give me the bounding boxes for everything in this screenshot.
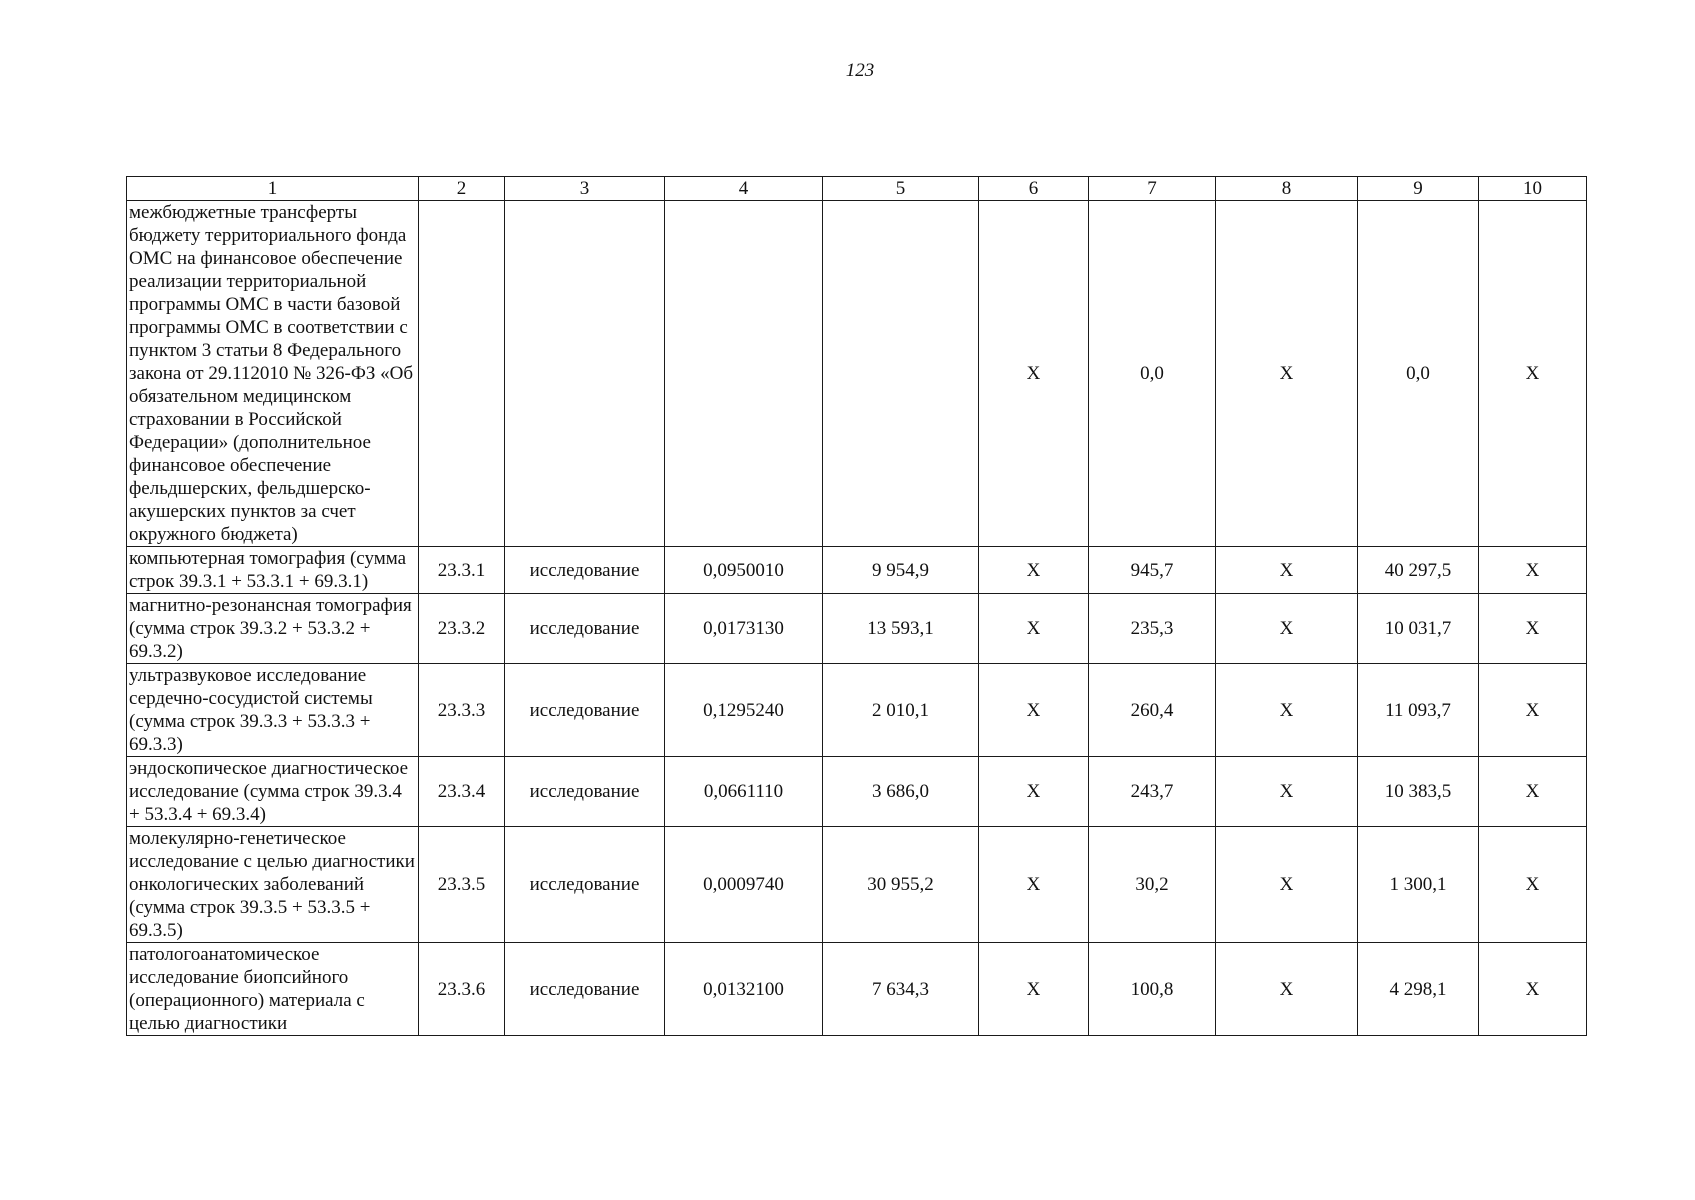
cost-cell: 3 686,0 xyxy=(823,757,979,827)
page-number: 123 xyxy=(845,60,875,81)
col7-cell: 0,0 xyxy=(1089,201,1216,547)
data-table xyxy=(126,176,1587,1036)
header-cell: 5 xyxy=(823,177,979,201)
table-row xyxy=(127,943,1587,1036)
col10-cell: X xyxy=(1479,827,1587,943)
row-name-cell: молекулярно-генетическое исследование с целью диагностики онкологических заболеваний (сумма строк 39.3.5 + 53.3.5 + 69.3.5) xyxy=(127,827,419,943)
code-cell: 23.3.3 xyxy=(419,664,505,757)
header-cell: 3 xyxy=(505,177,665,201)
table-row xyxy=(127,201,1587,547)
col8-cell: X xyxy=(1216,201,1358,547)
table-row xyxy=(127,664,1587,757)
col7-cell: 243,7 xyxy=(1089,757,1216,827)
code-cell: 23.3.2 xyxy=(419,594,505,664)
unit-cell: исследование xyxy=(505,943,665,1036)
col10-cell: X xyxy=(1479,594,1587,664)
row-name-cell: компьютерная томография (сумма строк 39.3.1 + 53.3.1 + 69.3.1) xyxy=(127,547,419,594)
col8-cell: X xyxy=(1216,827,1358,943)
header-cell: 10 xyxy=(1479,177,1587,201)
col6-cell: X xyxy=(979,664,1089,757)
row-name-cell: эндоскопическое диагностическое исследование (сумма строк 39.3.4 + 53.3.4 + 69.3.4) xyxy=(127,757,419,827)
row-name-cell: ультразвуковое исследование сердечно-сосудистой системы (сумма строк 39.3.3 + 53.3.3 + 69.3.3) xyxy=(127,664,419,757)
unit-cell: исследование xyxy=(505,827,665,943)
row-name-cell: патологоанатомическое исследование биопсийного (операционного) материала с целью диагностики xyxy=(127,943,419,1036)
cost-cell: 2 010,1 xyxy=(823,664,979,757)
volume-cell: 0,1295240 xyxy=(665,664,823,757)
unit-cell xyxy=(505,201,665,547)
row-name-cell: магнитно-резонансная томография (сумма строк 39.3.2 + 53.3.2 + 69.3.2) xyxy=(127,594,419,664)
col8-cell: X xyxy=(1216,757,1358,827)
table-row xyxy=(127,547,1587,594)
code-cell: 23.3.5 xyxy=(419,827,505,943)
col8-cell: X xyxy=(1216,594,1358,664)
table-row xyxy=(127,757,1587,827)
code-cell: 23.3.4 xyxy=(419,757,505,827)
header-cell: 1 xyxy=(127,177,419,201)
cost-cell: 13 593,1 xyxy=(823,594,979,664)
table-row xyxy=(127,594,1587,664)
code-cell: 23.3.6 xyxy=(419,943,505,1036)
col7-cell: 260,4 xyxy=(1089,664,1216,757)
col6-cell: X xyxy=(979,827,1089,943)
code-cell: 23.3.1 xyxy=(419,547,505,594)
unit-cell: исследование xyxy=(505,547,665,594)
volume-cell: 0,0950010 xyxy=(665,547,823,594)
row-name-cell: межбюджетные трансферты бюджету территориального фонда ОМС на финансовое обеспечение реализации территориальной программы ОМС в части базовой программы ОМС в соответствии с пунктом 3 статьи 8 Федерального закона от 29.112010 № 326-ФЗ «Об обязательном медицинском страховании в Российской Федерации» (дополнительное финансовое обеспечение фельдшерских, фельдшерско-акушерских пунктов за счет окружного бюджета) xyxy=(127,201,419,547)
col8-cell: X xyxy=(1216,664,1358,757)
header-cell: 8 xyxy=(1216,177,1358,201)
col7-cell: 235,3 xyxy=(1089,594,1216,664)
col10-cell: X xyxy=(1479,664,1587,757)
col8-cell: X xyxy=(1216,547,1358,594)
table-row xyxy=(127,827,1587,943)
col9-cell: 10 031,7 xyxy=(1358,594,1479,664)
header-cell: 7 xyxy=(1089,177,1216,201)
cost-cell: 30 955,2 xyxy=(823,827,979,943)
col6-cell: X xyxy=(979,594,1089,664)
cost-cell xyxy=(823,201,979,547)
header-cell: 6 xyxy=(979,177,1089,201)
col7-cell: 30,2 xyxy=(1089,827,1216,943)
col10-cell: X xyxy=(1479,757,1587,827)
col9-cell: 11 093,7 xyxy=(1358,664,1479,757)
unit-cell: исследование xyxy=(505,594,665,664)
col9-cell: 10 383,5 xyxy=(1358,757,1479,827)
col6-cell: X xyxy=(979,943,1089,1036)
col7-cell: 100,8 xyxy=(1089,943,1216,1036)
col6-cell: X xyxy=(979,201,1089,547)
col8-cell: X xyxy=(1216,943,1358,1036)
header-cell: 4 xyxy=(665,177,823,201)
header-row xyxy=(127,177,1587,201)
col10-cell: X xyxy=(1479,547,1587,594)
col9-cell: 1 300,1 xyxy=(1358,827,1479,943)
col6-cell: X xyxy=(979,757,1089,827)
col9-cell: 4 298,1 xyxy=(1358,943,1479,1036)
col9-cell: 40 297,5 xyxy=(1358,547,1479,594)
col10-cell: X xyxy=(1479,201,1587,547)
volume-cell: 0,0132100 xyxy=(665,943,823,1036)
cost-cell: 9 954,9 xyxy=(823,547,979,594)
code-cell xyxy=(419,201,505,547)
header-cell: 9 xyxy=(1358,177,1479,201)
col10-cell: X xyxy=(1479,943,1587,1036)
cost-cell: 7 634,3 xyxy=(823,943,979,1036)
volume-cell: 0,0173130 xyxy=(665,594,823,664)
header-cell: 2 xyxy=(419,177,505,201)
volume-cell: 0,0661110 xyxy=(665,757,823,827)
volume-cell xyxy=(665,201,823,547)
col7-cell: 945,7 xyxy=(1089,547,1216,594)
volume-cell: 0,0009740 xyxy=(665,827,823,943)
unit-cell: исследование xyxy=(505,757,665,827)
col6-cell: X xyxy=(979,547,1089,594)
col9-cell: 0,0 xyxy=(1358,201,1479,547)
unit-cell: исследование xyxy=(505,664,665,757)
